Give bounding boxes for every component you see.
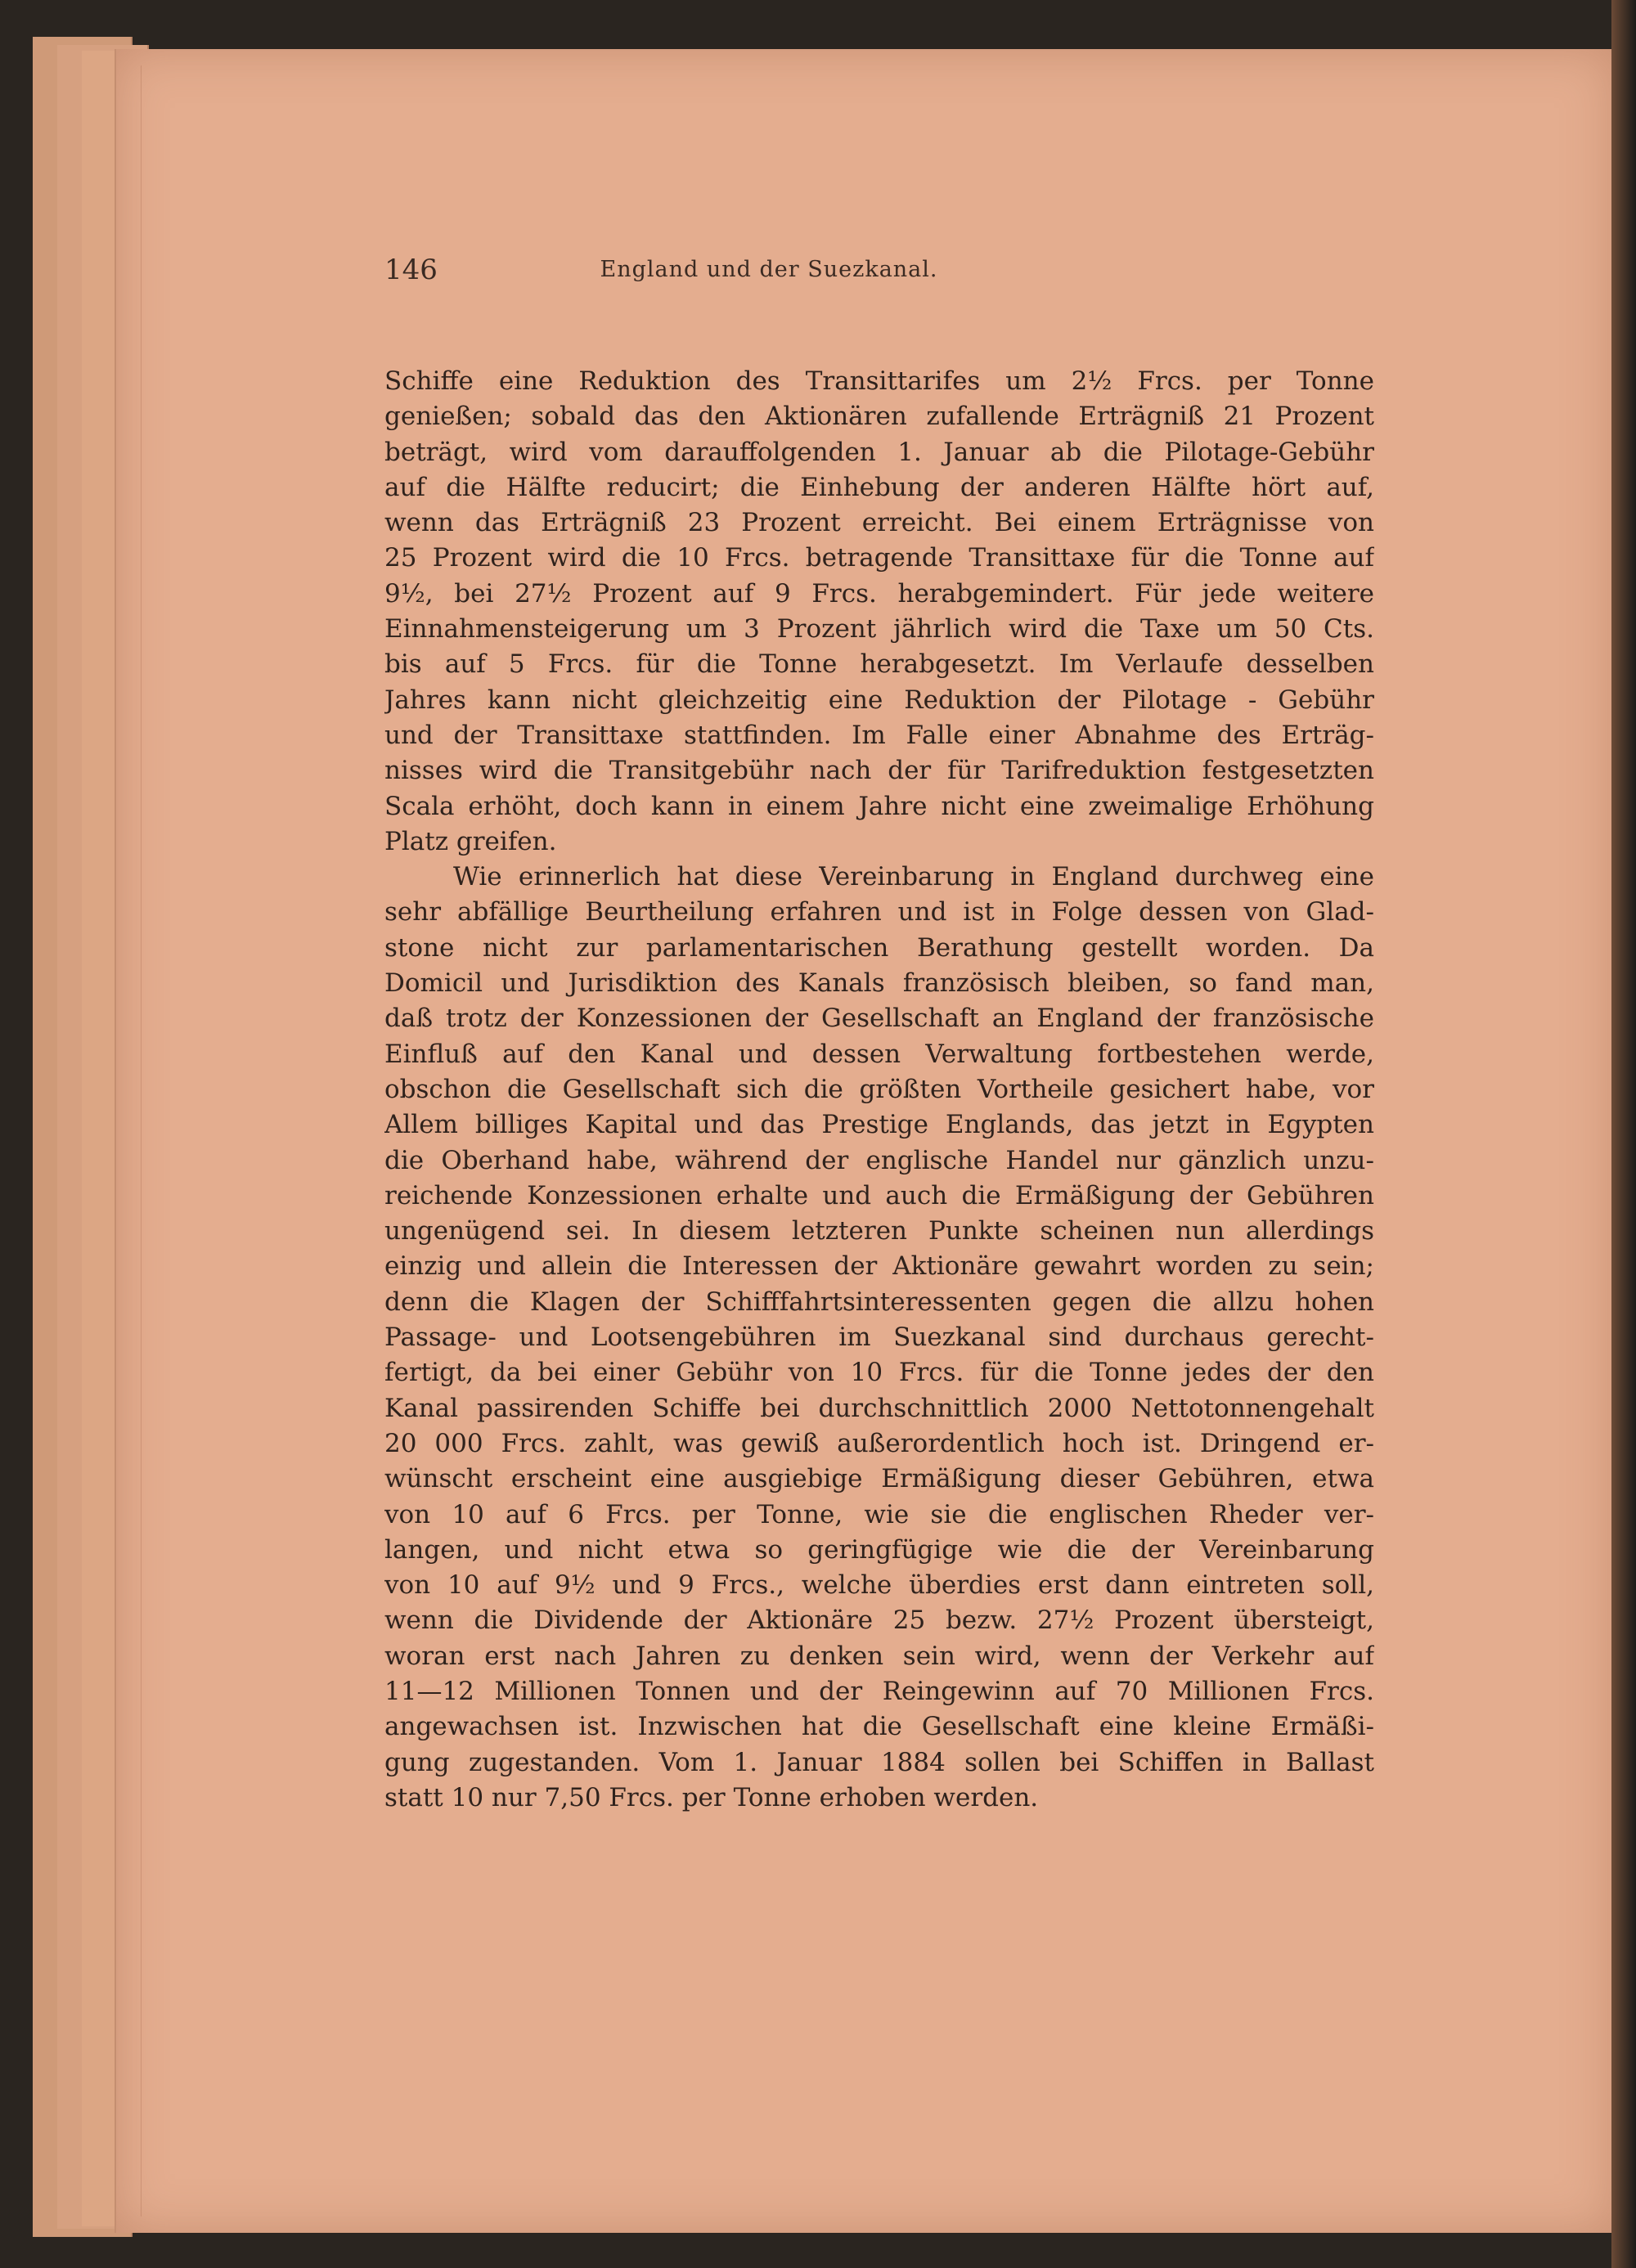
text-line: wenn das Erträgniß 23 Prozent erreicht. Bei einem Erträgnisse von: [384, 508, 1374, 538]
text-line: langen, und nicht etwa so geringfügige wie die der Vereinbarung: [384, 1534, 1374, 1565]
text-line: nisses wird die Transitgebühr nach der für Tarifreduktion festgesetzten: [384, 756, 1374, 786]
text-line: obschon die Gesellschaft sich die größten Vortheile gesichert habe, vor: [384, 1074, 1374, 1104]
text-line: genießen; sobald das den Aktionären zufallende Erträgniß 21 Prozent: [384, 402, 1374, 432]
page-header: [384, 254, 1153, 294]
text-line: einzig und allein die Interessen der Aktionäre gewahrt worden zu sein;: [384, 1251, 1374, 1282]
text-line: Domicil und Jurisdiktion des Kanals französisch bleiben, so fand man,: [384, 968, 1374, 999]
text-line: von 10 auf 6 Frcs. per Tonne, wie sie die englischen Rheder ver-: [384, 1499, 1374, 1529]
text-line: und der Transittaxe stattfinden. Im Falle einer Abnahme des Erträg-: [384, 720, 1374, 750]
text-line: auf die Hälfte reducirt; die Einhebung der anderen Hälfte hört auf,: [384, 472, 1374, 502]
text-line: Wie erinnerlich hat diese Vereinbarung in England durchweg eine: [453, 862, 1374, 892]
text-line: Scala erhöht, doch kann in einem Jahre nicht eine zweimalige Erhöhung: [384, 791, 1374, 821]
text-line: fertigt, da bei einer Gebühr von 10 Frcs. für die Tonne jedes der den: [384, 1358, 1374, 1388]
running-title: England und der Suezkanal.: [600, 257, 938, 282]
binding-edge: [1611, 0, 1636, 2268]
text-line: wünscht erscheint eine ausgiebige Ermäßigung dieser Gebühren, etwa: [384, 1464, 1374, 1494]
text-line: woran erst nach Jahren zu denken sein wird, wenn der Verkehr auf: [384, 1641, 1374, 1671]
text-line: sehr abfällige Beurtheilung erfahren und ist in Folge dessen von Glad-: [384, 897, 1374, 927]
text-line: statt 10 nur 7,50 Frcs. per Tonne erhoben werden.: [384, 1782, 1039, 1812]
text-line: 25 Prozent wird die 10 Frcs. betragende Transittaxe für die Tonne auf: [384, 543, 1374, 573]
text-line: stone nicht zur parlamentarischen Berathung gestellt worden. Da: [384, 932, 1374, 963]
page-number: 146: [384, 254, 438, 286]
text-line: angewachsen ist. Inzwischen hat die Gesellschaft eine kleine Ermäßi-: [384, 1712, 1374, 1742]
text-line: Kanal passirenden Schiffe bei durchschnittlich 2000 Nettotonnengehalt: [384, 1393, 1374, 1423]
text-line: Einfluß auf den Kanal und dessen Verwaltung fortbestehen werde,: [384, 1039, 1374, 1069]
text-line: Jahres kann nicht gleichzeitig eine Reduktion der Pilotage - Gebühr: [384, 685, 1374, 715]
text-line: denn die Klagen der Schifffahrtsinteressenten gegen die allzu hohen: [384, 1287, 1374, 1317]
text-line: Einnahmensteigerung um 3 Prozent jährlich wird die Taxe um 50 Cts.: [384, 614, 1374, 644]
text-line: gung zugestanden. Vom 1. Januar 1884 sollen bei Schiffen in Ballast: [384, 1747, 1374, 1777]
body-text: [384, 364, 1374, 1816]
text-line: wenn die Dividende der Aktionäre 25 bezw. 27½ Prozent übersteigt,: [384, 1606, 1374, 1636]
text-line: 11—12 Millionen Tonnen und der Reingewinn auf 70 Millionen Frcs.: [384, 1676, 1374, 1706]
text-line: Platz greifen.: [384, 826, 557, 856]
text-line: von 10 auf 9½ und 9 Frcs., welche überdies erst dann eintreten soll,: [384, 1570, 1374, 1601]
text-line: reichende Konzessionen erhalte und auch die Ermäßigung der Gebühren: [384, 1180, 1374, 1210]
text-line: Allem billiges Kapital und das Prestige Englands, das jetzt in Egypten: [384, 1110, 1374, 1140]
text-line: ungenügend sei. In diesem letzteren Punkte scheinen nun allerdings: [384, 1216, 1374, 1246]
text-line: 9½, bei 27½ Prozent auf 9 Frcs. herabgemindert. Für jede weitere: [384, 578, 1374, 609]
text-line: Passage- und Lootsengebühren im Suezkanal sind durchaus gerecht-: [384, 1323, 1374, 1353]
text-line: bis auf 5 Frcs. für die Tonne herabgesetzt. Im Verlaufe desselben: [384, 649, 1374, 680]
text-line: Schiffe eine Reduktion des Transittarifes um 2½ Frcs. per Tonne: [384, 366, 1374, 396]
text-line: daß trotz der Konzessionen der Gesellschaft an England der französische: [384, 1004, 1374, 1034]
text-line: die Oberhand habe, während der englische Handel nur gänzlich unzu-: [384, 1145, 1374, 1175]
text-line: beträgt, wird vom darauffolgenden 1. Januar ab die Pilotage-Gebühr: [384, 437, 1374, 467]
text-line: 20 000 Frcs. zahlt, was gewiß außerordentlich hoch ist. Dringend er-: [384, 1428, 1374, 1458]
